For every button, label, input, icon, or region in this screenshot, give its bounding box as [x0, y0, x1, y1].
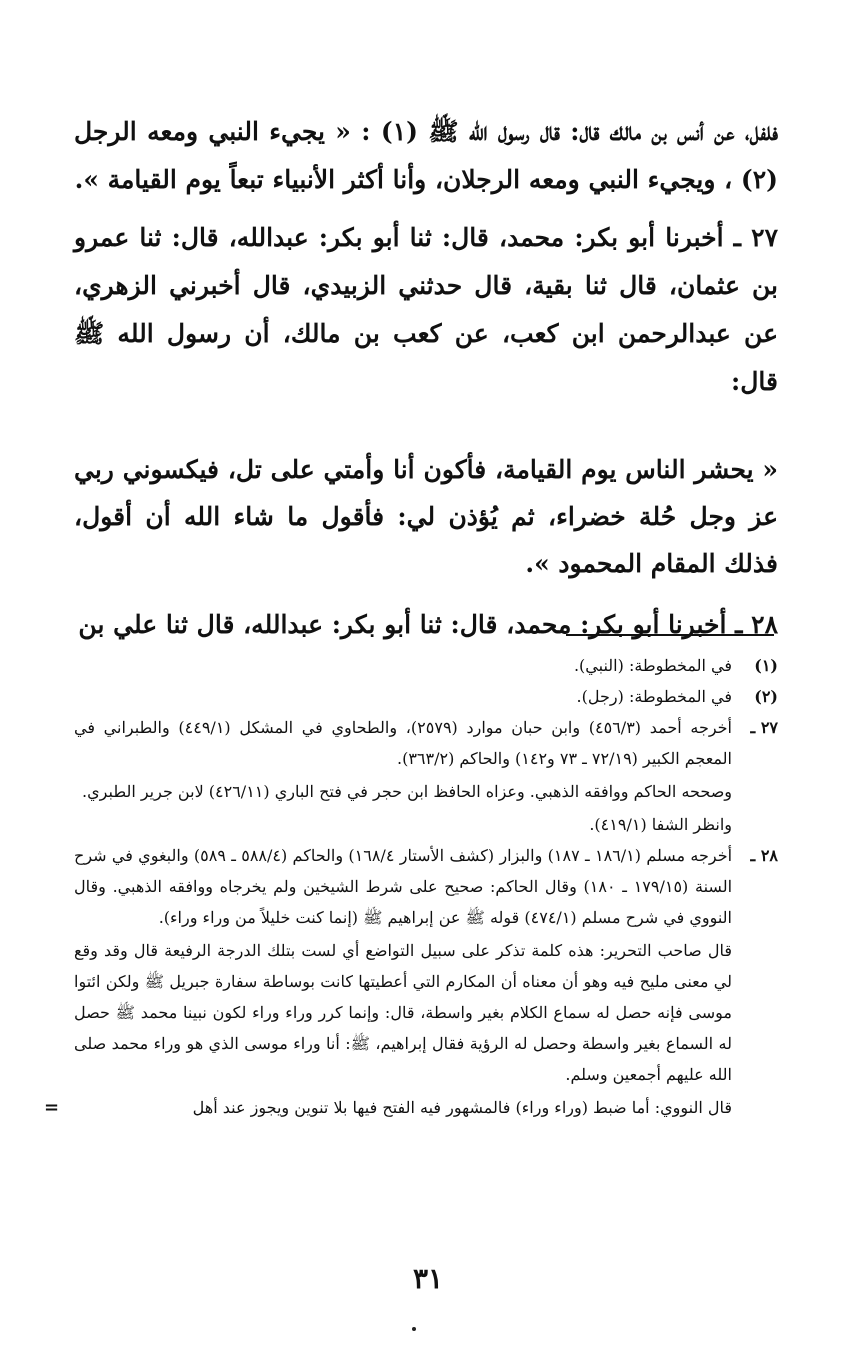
continuation-mark: = — [44, 1097, 60, 1118]
footnote-text: قال النووي: أما ضبط (وراء وراء) فالمشهور فيه الفتح فيها بلا تنوين ويجوز عند أهل — [192, 1098, 732, 1117]
footnote-number: ٢٧ ـ — [750, 718, 778, 737]
footnote-text: في المخطوطة: (رجل). — [576, 687, 732, 706]
paragraph-28: ٢٨ ـ أخبرنا أبو بكر: محمد، قال: ثنا أبو بكر: عبدالله، قال ثنا علي بن — [78, 610, 778, 639]
footnote-number: ٢٨ ـ — [750, 846, 778, 865]
paragraph-intro: فلفل، عن أنس بن مالك قال: قال رسول الله ﷺ (١) : « يجيء النبي ومعه الرجل (٢) ، ويجيء النبي ومعه الرجلان، وأنا أكثر الأنبياء تبعاً يوم القيامة ». — [74, 117, 778, 194]
footnote-1 — [74, 650, 778, 681]
footnote-text: أخرجه أحمد (٤٥٦/٣) وابن حبان موارد (٢٥٧٩)، والطحاوي في المشكل (٤٤٩/١) والطبراني في المعجم الكبير (٧٢/١٩ ـ ٧٣ و١٤٢) والحاكم (٣٦٣/٢). — [74, 718, 732, 768]
footnote-27 — [74, 712, 778, 840]
footnote-text: أخرجه مسلم (١٨٦/١ ـ ١٨٧) والبزار (كشف الأستار ١٦٨/٤) والحاكم (٥٨٨/٤ ـ ٥٨٩) والبغوي في شرح السنة (١٧٩/١٥ ـ ١٨٠) وقال الحاكم: صحيح على شرط الشيخين ولم يخرجاه ووافقه الذهبي. وقال النووي في شرح مسلم (٤٧٤/١) قوله ﷺ عن إبراهيم ﷺ (إنما كنت خليلاً من وراء وراء). — [74, 846, 733, 927]
footnote-number: (١) — [754, 656, 778, 675]
footnote-text: قال صاحب التحرير: هذه كلمة تذكر على سبيل التواضع أي لست بتلك الدرجة الرفيعة قال وقد وقع لي معنى مليح فيه وهو أن معناه أن المكارم التي أعطيتها كانت بوساطة سفارة جبريل ﷺ ولكن ائتوا موسى فإنه حصل له سماع الكلام بغير واسطة، قال: وإنما كرر وراء وراء لكون نبينا محمد ﷺ حصل له السماع بغير واسطة وحصل له الرؤية فقال إبراهيم، ﷺ: أنا وراء موسى الذي هو وراء محمد صلى الله عليهم أجمعين وسلم. — [74, 941, 732, 1084]
hadith-quote: « يحشر الناس يوم القيامة، فأكون أنا وأمتي على تل، فيكسوني ربي عز وجل حُلة خضراء، ثم يُؤذن لي: فأقول ما شاء الله أن أقول، فذلك المقام المحمود ». — [74, 455, 778, 578]
footnote-28 — [44, 840, 778, 1123]
footnote-number: (٢) — [754, 687, 778, 706]
paragraph-27: ٢٧ ـ أخبرنا أبو بكر: محمد، قال: ثنا أبو بكر: عبدالله، قال: ثنا عمرو بن عثمان، قال ثنا بقية، قال حدثني الزبيدي، قال أخبرني الزهري، عن عبدالرحمن ابن كعب، عن كعب بن مالك، أن رسول الله ﷺ قال: — [74, 223, 778, 396]
page-number: ٣١ — [412, 1262, 444, 1295]
footnotes — [44, 650, 778, 1123]
footnote-text: وصححه الحاكم ووافقه الذهبي. وعزاه الحافظ ابن حجر في فتح الباري (٤٢٦/١١) لابن جرير الطبري. — [82, 782, 732, 801]
footnote-text: في المخطوطة: (النبي). — [573, 656, 732, 675]
print-speck — [412, 1327, 416, 1331]
main-text — [74, 108, 778, 659]
footnote-text: وانظر الشفا (٤١٩/١). — [589, 815, 732, 834]
footnote-2 — [74, 681, 778, 712]
footnote-divider — [566, 634, 774, 636]
